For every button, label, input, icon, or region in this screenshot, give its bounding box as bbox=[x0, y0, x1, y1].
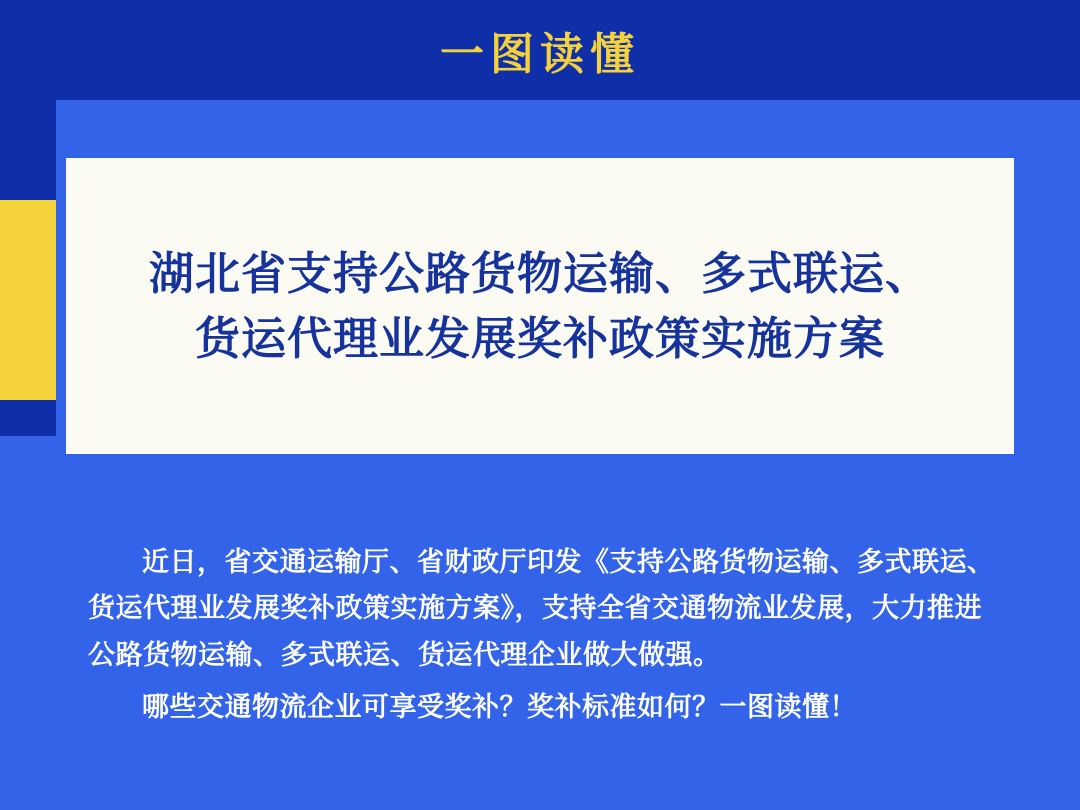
card-title bbox=[149, 241, 931, 372]
body-text-block bbox=[88, 540, 996, 732]
card-title-line-1: 湖北省支持公路货物运输、多式联运、 bbox=[148, 246, 931, 300]
title-card bbox=[66, 158, 1014, 454]
left-yellow-accent-block bbox=[0, 200, 56, 400]
body-paragraph-2-text: 哪些交通物流企业可享受奖补？奖补标准如何？一图读懂！ bbox=[142, 692, 857, 724]
left-navy-strip-lower bbox=[0, 400, 56, 436]
left-navy-strip-upper bbox=[0, 100, 56, 200]
body-paragraph-1-text: 近日，省交通运输厅、省财政厅印发《支持公路货物运输、多式联运、货运代理业发展奖补政策实施方案》，支持全省交通物流业发展，大力推进公路货物运输、多式联运、货运代理企业做大做强。 bbox=[88, 547, 995, 671]
poster-headline: 一图读懂 bbox=[440, 29, 640, 80]
body-paragraph-2 bbox=[88, 685, 996, 731]
card-title-line-2: 货运代理业发展奖补政策实施方案 bbox=[194, 312, 885, 365]
body-paragraph-1 bbox=[88, 540, 996, 679]
